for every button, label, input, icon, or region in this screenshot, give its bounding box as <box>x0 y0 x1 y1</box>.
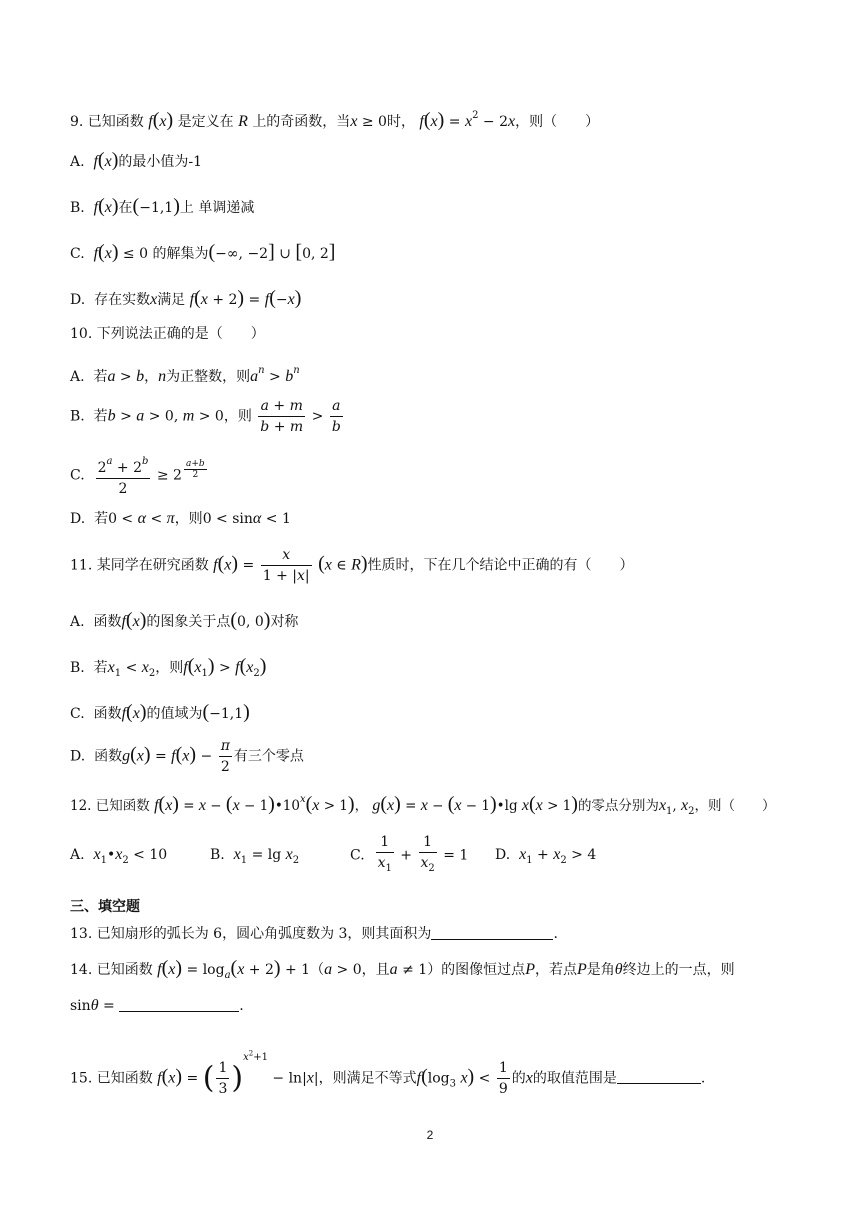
q14-answer: sinθ = . <box>70 997 244 1014</box>
q12-option-d: D. $x_1 + x_2 > 4$ <box>495 846 597 866</box>
q11-option-d: D. 函数g(x) = f(x) − $\frac{\pi}{2}$ 有三个零点 <box>70 738 304 775</box>
q9-option-a: A. f(x)的最小值为-1 <box>70 149 203 171</box>
q14-stem: 14. 已知函数 $f(x) = \log_a(x + 2) + 1(a > 0$，且a ≠ 1）的图像恒过点P，若点P是角θ终边上的一点，则 <box>70 957 735 981</box>
q10-option-a: A. 若a > b，n为正整数，则$a^n > b^n$ <box>70 365 300 385</box>
q9-option-c: C. f(x) ≤ 0 的解集为(−∞, −2] ∪ [0, 2] <box>70 241 336 263</box>
q13-answer-blank[interactable] <box>431 925 553 940</box>
q12-option-a: A. $x_1•x_2 < 10$ <box>70 846 168 866</box>
q15-answer-blank[interactable] <box>617 1069 701 1084</box>
q9-stem: 9. 已知函数 f(x) 是定义在 R 上的奇函数，当x ≥ 0时， $f(x) = x^2 - 2x$，则（ ） <box>70 109 600 131</box>
q9-option-b: B. f(x)在(−1,1)上 单调递减 <box>70 195 255 217</box>
q9-option-d: D. 存在实数x满足 f(x + 2) = f(−x) <box>70 287 302 309</box>
q12-option-b: B. $x_1 = \lg x_2$ <box>210 846 300 866</box>
q11-option-a: A. 函数f(x)的图象关于点(0, 0)对称 <box>70 609 299 631</box>
q14-answer-blank[interactable] <box>119 997 239 1012</box>
q11-option-b: B. 若$x_1 < x_2$，则$f(x_1) > f(x_2)$ <box>70 655 267 679</box>
q13: 13. 已知扇形的弧长为 6，圆心角弧度数为 3，则其面积为 . <box>70 926 558 942</box>
section-title: 三、填空题 <box>70 899 140 915</box>
q11-option-c: C. 函数f(x)的值域为(−1,1) <box>70 701 250 723</box>
q10-stem: 10. 下列说法正确的是（ ） <box>70 326 265 342</box>
q15-stem: 15. 已知函数 f(x) = ( $\frac{1}{3}$ )$^{x^2+1}$ − ln|x|，则满足不等式$f(\log_3$ x) < $\frac{1}{9}$ 的x的取值范围是 . <box>70 1050 706 1097</box>
page-number: 2 <box>426 1128 434 1142</box>
q11-stem: 11. 某同学在研究函数 f(x) = $\frac{x}{1 + |x|}$ (x ∈ R)性质时，下在几个结论中正确的有（ ） <box>70 547 634 584</box>
q10-option-b: B. 若b > a > 0, m > 0，则 $\frac{a + m}{b + m}$ > $\frac{a}{b}$ <box>70 398 341 435</box>
q10-option-c: C. $\frac{2^a + 2^b}{2}$ ≥ 2 $^{\frac{a+b}{2}}$ <box>70 452 209 499</box>
q12-stem: 12. 已知函数 $f(x) = x - (x - 1)•10^x(x > 1)$， g(x) = x − (x − 1)•lg x(x > 1)的零点分别为$x_1$, $x_2$，则（ ） <box>70 793 776 817</box>
q10-option-d: D. 若0 < α < π，则0 < sinα < 1 <box>70 510 291 527</box>
q12-option-c: C. $\frac{1}{x_1}$ + $\frac{1}{x_2}$ = 1 <box>350 834 469 874</box>
